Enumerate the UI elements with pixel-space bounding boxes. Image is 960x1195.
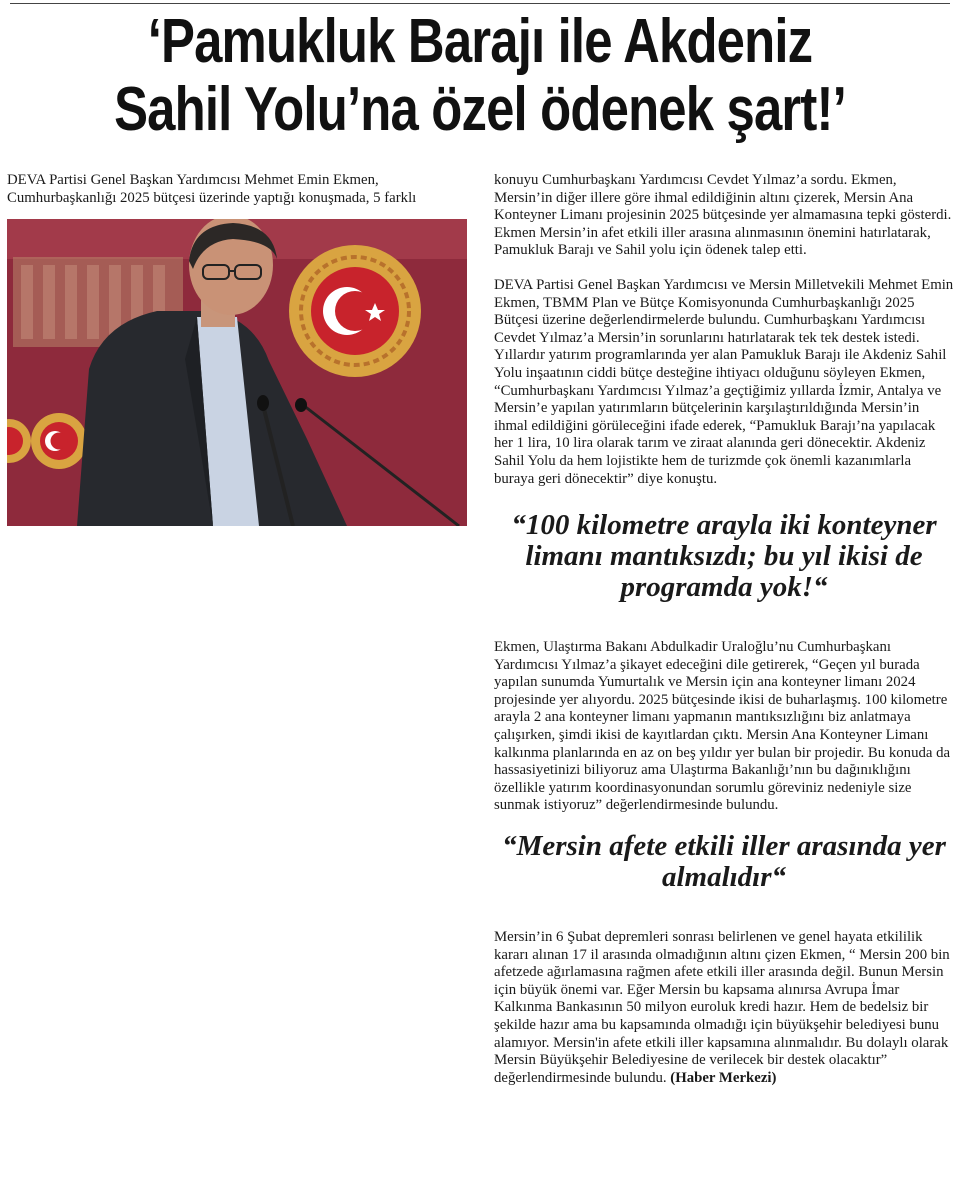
headline	[86, 8, 873, 144]
body-paragraph-4: Ekmen, Ulaştırma Bakanı Abdulkadir Uraloğlu’nu Cumhurbaşkanı Yardımcısı Yılmaz’a şikayet edeceğini dile getirerek, “Geçen yıl burada yapılan sunumda Yumurtalık ve Mersin için ana konteyner limanı 2024 projesinde yer alıyordu. 2025 bütçesinde ikisi de buharlaşmış. 100 kilometre arayla 2 ana konteyner limanı yapmanın mantıksızlığını biz anlatmaya çalışırken, şimdi ikisi de kayıtlardan çıktı. Mersin Ana Konteyner Limanı kalkınma planlarında en az on beş yıldır yer bulan bir projedir. Bu konuda da hassasiyetinizi biliyoruz ama Ulaştırma Bakanlığı’nın bu dağınıklığını özellikle yatırım koordinasyonundan sorumlu göreviniz nedeniyle size sunmak istiyoruz” değerlendirmesinde bulundu.	[494, 639, 951, 814]
right-column	[494, 172, 954, 1087]
pull-quote-2: “Mersin afete etkili iller arasında yer almalıdır“	[502, 830, 946, 894]
body-paragraph-5	[494, 929, 954, 1087]
parliament-emblem-small	[31, 413, 87, 469]
lead-paragraph: DEVA Partisi Genel Başkan Yardımcısı Mehmet Emin Ekmen, Cumhurbaşkanlığı 2025 bütçesi üzerinde yaptığı konuşmada, 5 farklı	[7, 172, 417, 206]
lead-paragraph-continued: konuyu Cumhurbaşkanı Yardımcısı Cevdet Yılmaz’a sordu. Ekmen, Mersin’in diğer illere göre ihmal edildiğinin altını çizerek, Mersin Ana Konteyner Limanı projesinin 2025 bütçesinde yer almamasına tepki gösterdi. Ekmen Mersin’in afet etkili iller arasına alınmasının önemini hatırlatarak, Pamukluk Barajı ve Sahil yolu için ödenek talep etti.	[494, 172, 952, 259]
body-paragraph-2: DEVA Partisi Genel Başkan Yardımcısı ve Mersin Milletvekili Mehmet Emin Ekmen, TBMM Plan ve Bütçe Komisyonunda Cumhurbaşkanlığı 2025 Bütçesi üzerine değerlendirmelerde bulundu. Cumhurbaşkanı Yardımcısı Cevdet Yılmaz’a Mersin’in sorunlarını hatırlatarak tek tek destek istedi.	[494, 276, 954, 346]
left-column	[7, 172, 467, 526]
body-paragraph-3: Yıllardır yatırım programlarında yer alan Pamukluk Barajı ile Akdeniz Sahil Yolu inşaatının ciddi bütçe desteğine ihtiyacı olduğunu söyleyen Ekmen, “Cumhurbaşkanı Yardımcısı Yılmaz’a geçtiğimiz yıllarda İzmir, Antalya ve Mersin’e yapılan yatırımların bütçelerinin karşılaştırıldığında Mersin’in ihmal edildiğini görüleceğini ifade ederek, “Pamukluk Barajı’na yapılacak her 1 lira, 10 lira olarak tarım ve ziraat alanında geri dönecektir. Akdeniz Sahil Yolu da hem lojistikte hem de turizmde çok önemli kazanımlarla buraya geri dönecektir” diye konuştu.	[494, 347, 947, 487]
body-paragraph-5-text: Mersin’in 6 Şubat depremleri sonrası belirlenen ve genel hayata etkililik kararı alınan 17 il arasında olmadığının altını çizen Ekmen, “ Mersin 200 bin afetzede ağırlamasına rağmen afete etkili iller arasında değil. Bunun Mersin için büyük önemi var. Eğer Mersin bu kapsama alınırsa Avrupa İmar Kalkınma Bankasının 50 milyon euroluk kredi hazır. Hem de bedelsiz bir şekilde hazır ama bu kapsamında olmadığı için büyükşehir belediyesi bunu alamıyor. Mersin'in afete etkili iller kapsamına alınmalıdır. Bu dolaylı olarak Mersin Büyükşehir Belediyesine de verilecek bir destek olacaktır” değerlendirmesinde bulundu.	[494, 929, 950, 1086]
headline-line-1: ‘Pamukluk Barajı ile Akdeniz	[147, 7, 813, 76]
parliament-emblem-large	[289, 245, 421, 377]
headline-line-2: Sahil Yolu’na özel ödenek şart!’	[114, 75, 846, 144]
speaker-photo-illustration	[7, 219, 467, 526]
speaker-photo	[7, 219, 467, 526]
pull-quote-1: “100 kilometre arayla iki konteyner limanı mantıksızdı; bu yıl ikisi de programda yok!“	[511, 509, 937, 604]
top-rule	[10, 3, 950, 4]
byline: (Haber Merkezi)	[670, 1069, 777, 1086]
